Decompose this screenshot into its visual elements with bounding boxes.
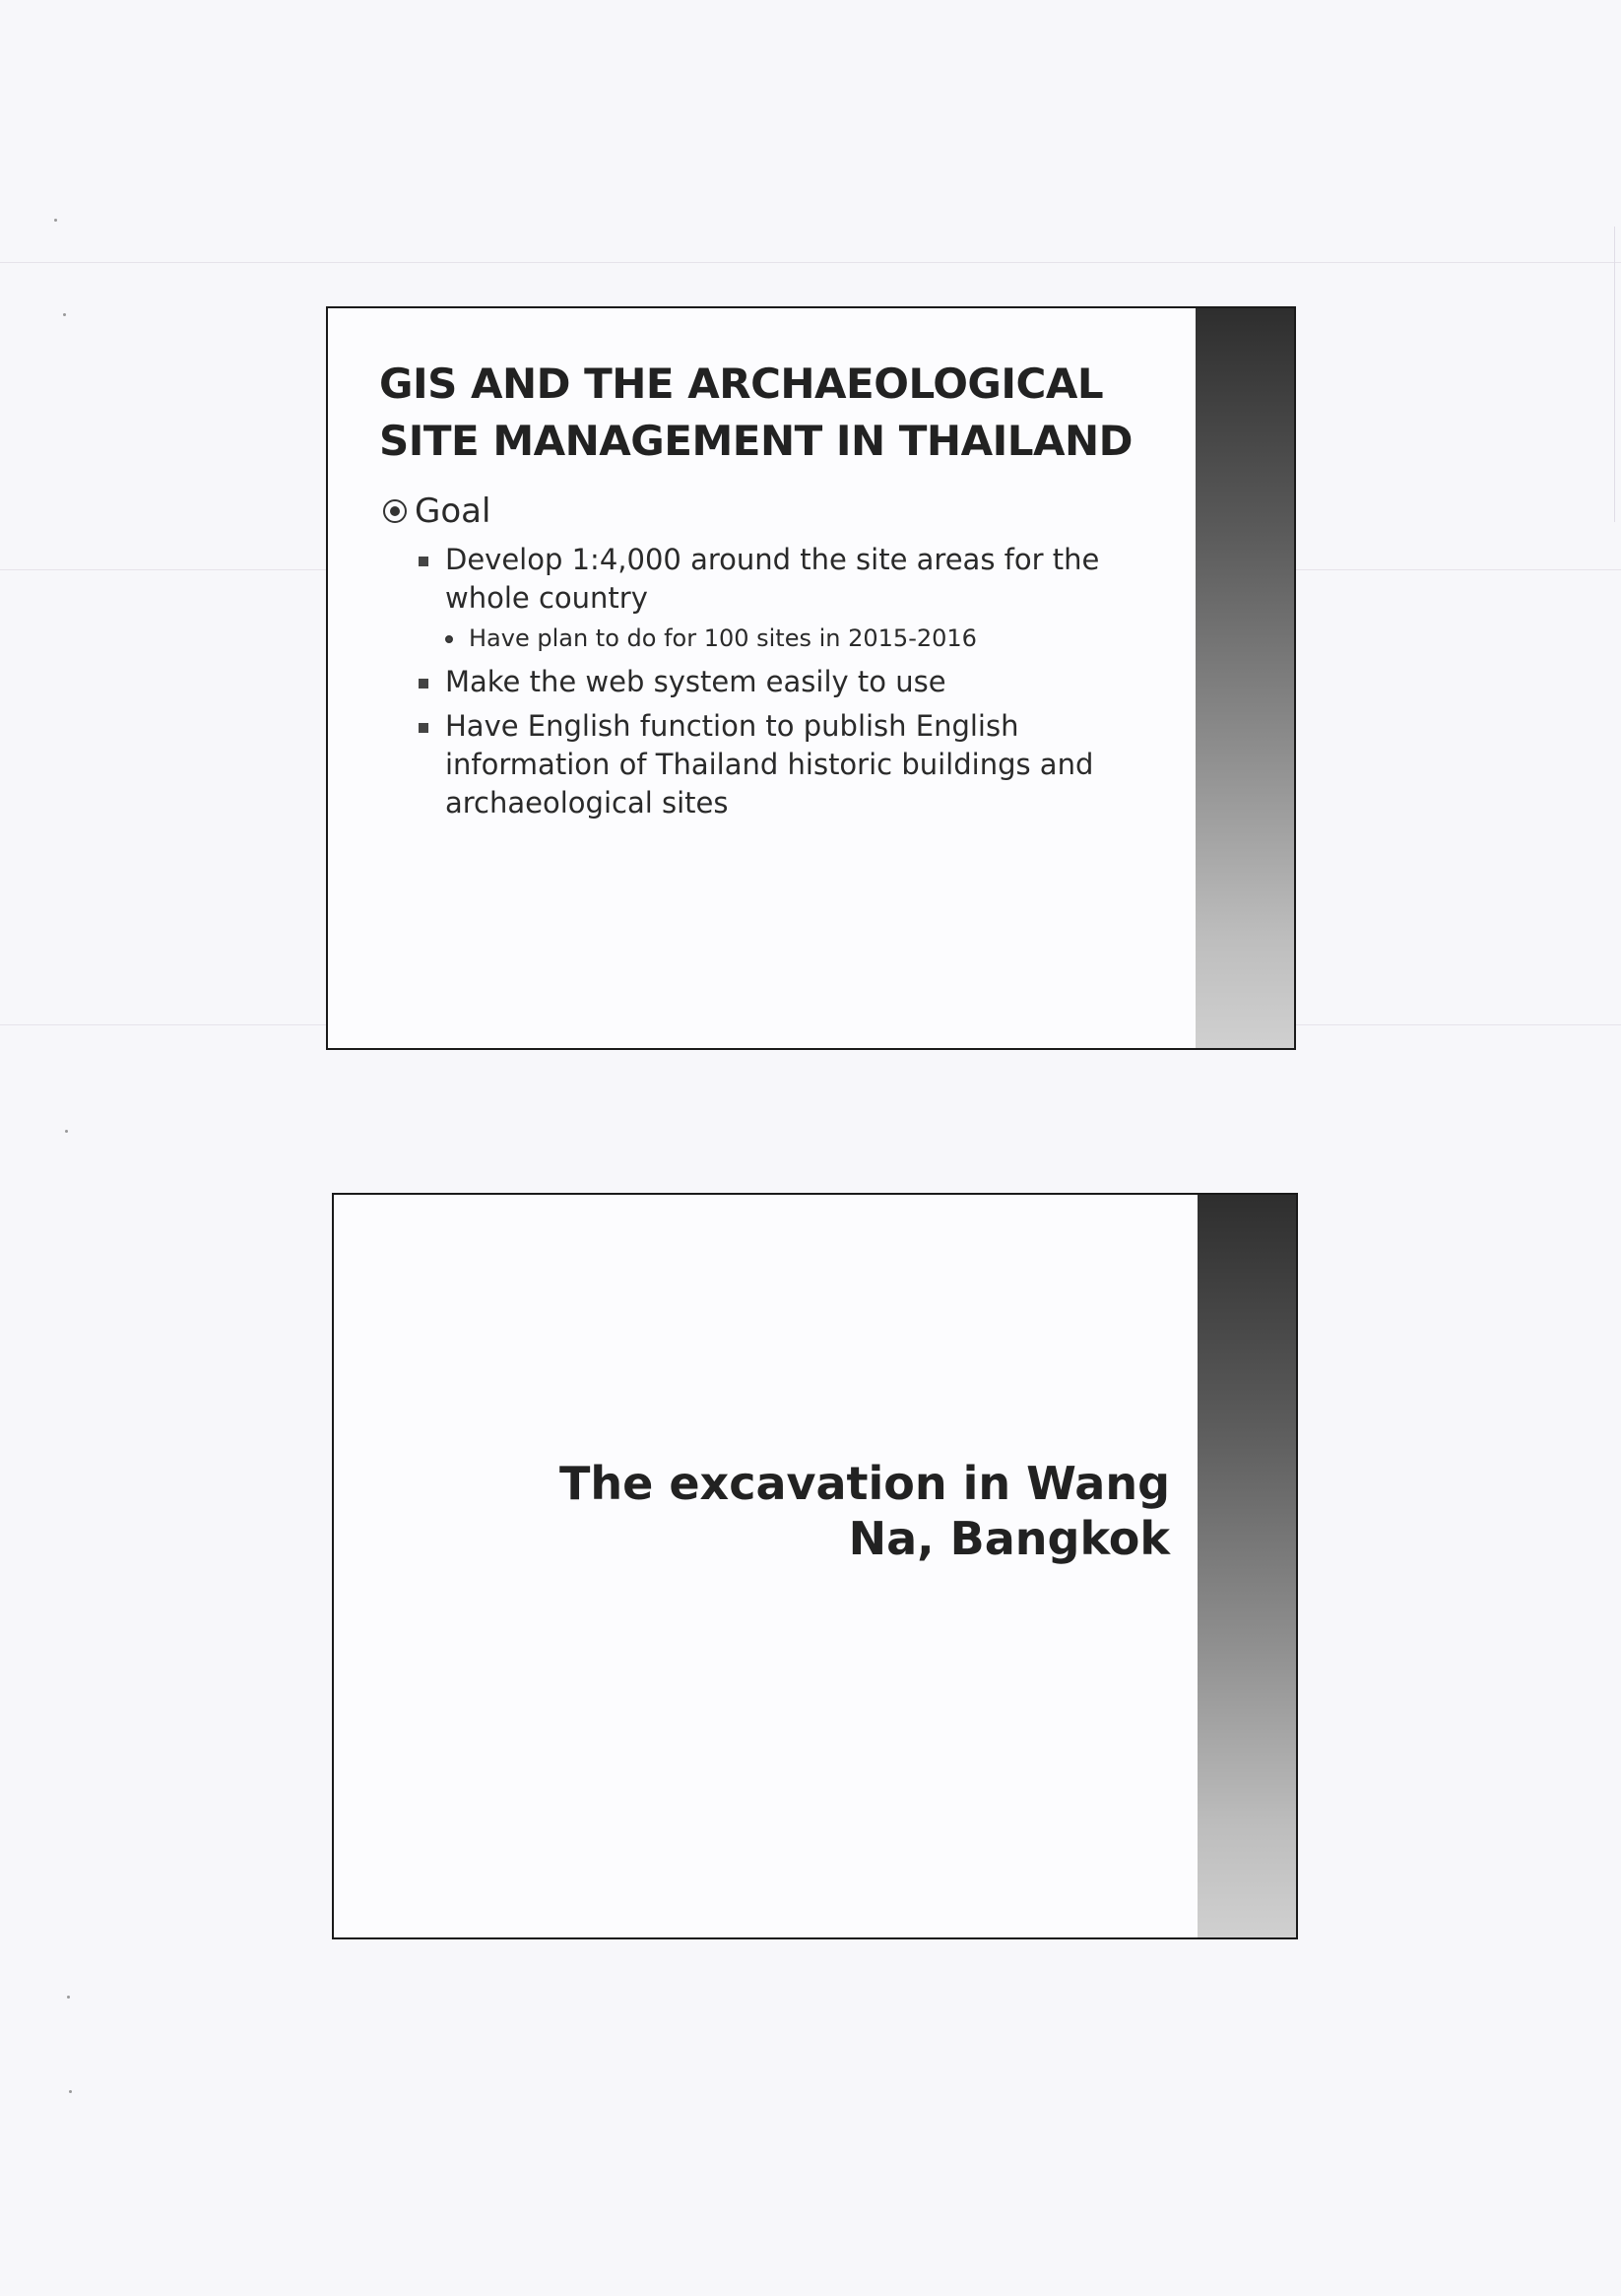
square-bullet-icon	[419, 557, 428, 566]
square-bullet-icon	[419, 723, 428, 733]
bullet-text: Have English function to publish English information of Thailand historic buildings and archaeological sites	[445, 709, 1094, 820]
slide-gis-site-management	[326, 306, 1296, 1050]
goal-bullet-list	[419, 541, 1128, 828]
scan-line	[0, 262, 1621, 263]
goal-heading	[383, 492, 490, 531]
list-item	[419, 541, 1128, 657]
scan-speck	[65, 1130, 68, 1133]
slide-excavation-wang-na	[332, 1193, 1298, 1939]
scan-speck	[63, 313, 66, 316]
bullet-text: Develop 1:4,000 around the site areas for the whole country	[445, 543, 1100, 615]
circle-bullet-icon	[445, 635, 453, 643]
slide-title: GIS AND THE ARCHAEOLOGICAL SITE MANAGEMENT IN THAILAND	[379, 360, 1133, 465]
target-bullet-icon	[383, 499, 407, 523]
list-item	[419, 707, 1128, 822]
square-bullet-icon	[419, 679, 428, 689]
scan-speck	[54, 219, 57, 222]
scan-speck	[69, 2090, 72, 2093]
goal-label: Goal	[415, 492, 491, 531]
list-item	[419, 663, 1128, 701]
scan-edge-line	[1614, 227, 1615, 522]
slide-title: The excavation in Wang Na, Bangkok	[558, 1457, 1170, 1565]
sub-list-item	[445, 620, 1128, 657]
sub-bullet-text: Have plan to do for 100 sites in 2015-2016	[469, 624, 977, 652]
bullet-text: Make the web system easily to use	[445, 665, 946, 698]
scan-speck	[67, 1996, 70, 1999]
slide-gradient-bar	[1198, 1195, 1296, 1937]
slide-gradient-bar	[1196, 308, 1294, 1048]
